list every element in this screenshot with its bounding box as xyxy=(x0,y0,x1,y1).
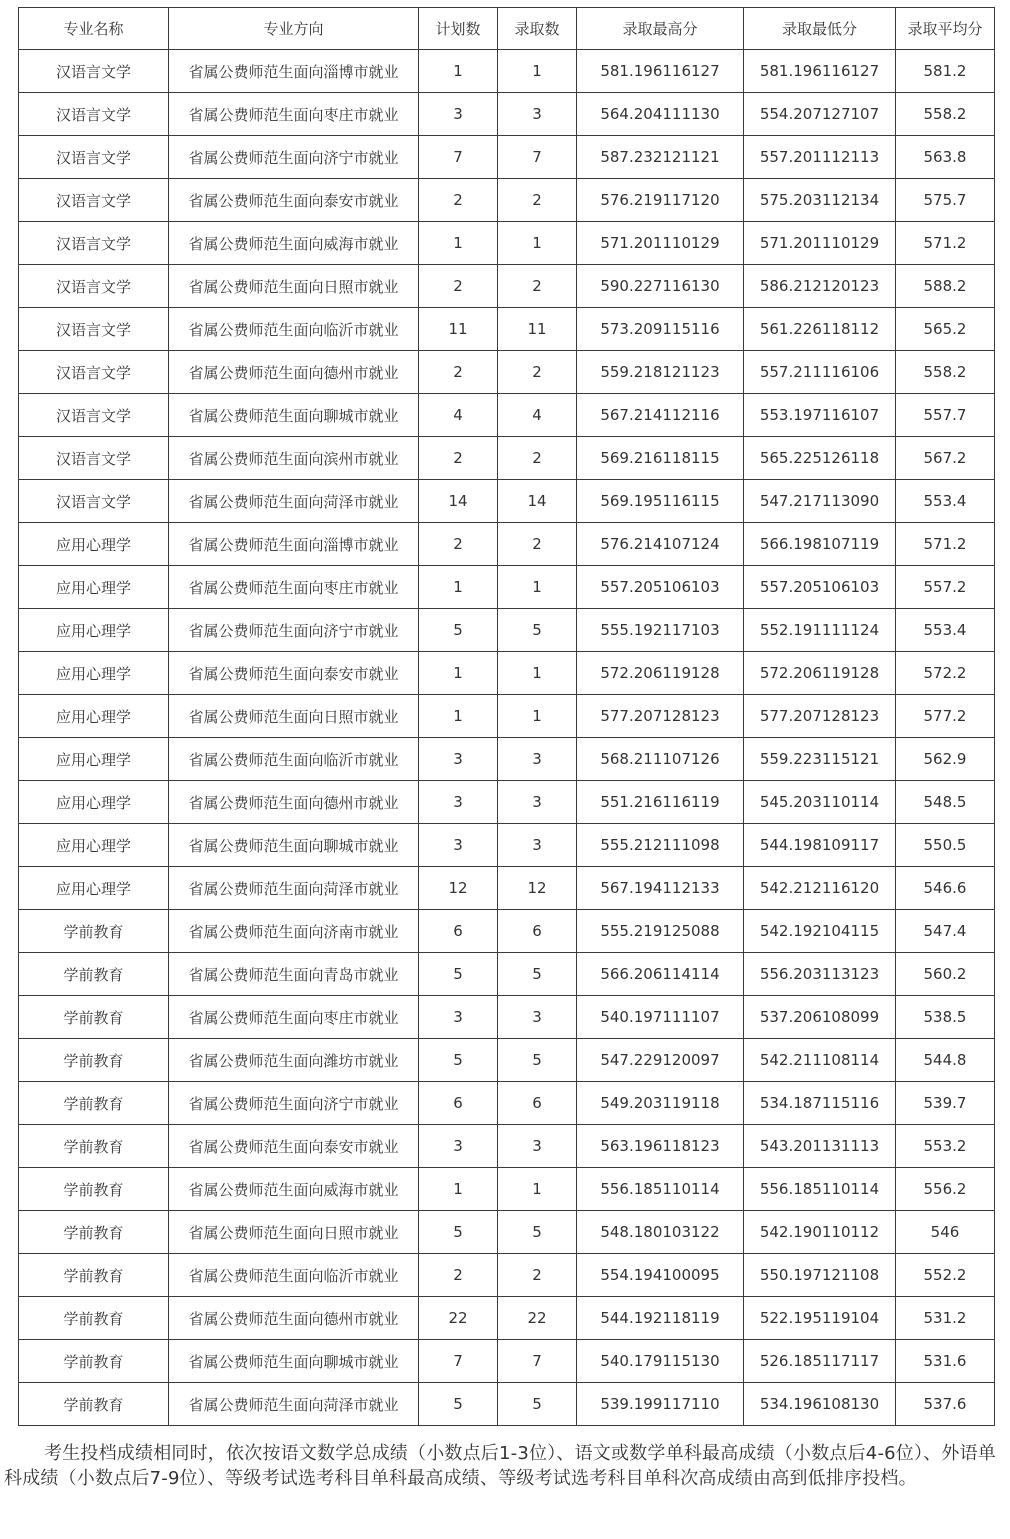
cell-avg-score: 547.4 xyxy=(896,910,995,953)
cell-direction: 省属公费师范生面向淄博市就业 xyxy=(169,50,419,93)
cell-avg-score: 553.4 xyxy=(896,609,995,652)
table-row xyxy=(19,265,995,308)
cell-admit-count: 7 xyxy=(498,136,577,179)
cell-max-score: 551.216116119 xyxy=(577,781,744,824)
cell-major: 应用心理学 xyxy=(19,824,169,867)
cell-plan-count: 4 xyxy=(419,394,498,437)
cell-direction: 省属公费师范生面向泰安市就业 xyxy=(169,652,419,695)
cell-admit-count: 5 xyxy=(498,609,577,652)
table-row xyxy=(19,93,995,136)
cell-admit-count: 1 xyxy=(498,566,577,609)
cell-avg-score: 565.2 xyxy=(896,308,995,351)
cell-direction: 省属公费师范生面向聊城市就业 xyxy=(169,1340,419,1383)
cell-admit-count: 2 xyxy=(498,437,577,480)
cell-direction: 省属公费师范生面向济宁市就业 xyxy=(169,1082,419,1125)
cell-plan-count: 5 xyxy=(419,953,498,996)
cell-avg-score: 546 xyxy=(896,1211,995,1254)
cell-min-score: 522.195119104 xyxy=(744,1297,896,1340)
cell-major: 学前教育 xyxy=(19,1211,169,1254)
cell-min-score: 581.196116127 xyxy=(744,50,896,93)
table-row xyxy=(19,781,995,824)
table-row xyxy=(19,1039,995,1082)
cell-max-score: 564.204111130 xyxy=(577,93,744,136)
cell-plan-count: 5 xyxy=(419,1383,498,1426)
cell-max-score: 547.229120097 xyxy=(577,1039,744,1082)
cell-direction: 省属公费师范生面向枣庄市就业 xyxy=(169,566,419,609)
header-plan-count: 计划数 xyxy=(419,8,498,50)
cell-admit-count: 1 xyxy=(498,1168,577,1211)
cell-min-score: 559.223115121 xyxy=(744,738,896,781)
cell-avg-score: 537.6 xyxy=(896,1383,995,1426)
cell-plan-count: 3 xyxy=(419,93,498,136)
cell-min-score: 556.203113123 xyxy=(744,953,896,996)
cell-admit-count: 6 xyxy=(498,1082,577,1125)
cell-max-score: 540.197111107 xyxy=(577,996,744,1039)
cell-min-score: 575.203112134 xyxy=(744,179,896,222)
table-row xyxy=(19,351,995,394)
cell-major: 汉语言文学 xyxy=(19,437,169,480)
cell-major: 学前教育 xyxy=(19,910,169,953)
admission-table xyxy=(18,7,995,1426)
cell-avg-score: 548.5 xyxy=(896,781,995,824)
cell-min-score: 586.212120123 xyxy=(744,265,896,308)
cell-admit-count: 2 xyxy=(498,1254,577,1297)
cell-plan-count: 5 xyxy=(419,1211,498,1254)
cell-direction: 省属公费师范生面向泰安市就业 xyxy=(169,179,419,222)
cell-avg-score: 562.9 xyxy=(896,738,995,781)
header-avg-score: 录取平均分 xyxy=(896,8,995,50)
cell-major: 应用心理学 xyxy=(19,781,169,824)
cell-direction: 省属公费师范生面向滨州市就业 xyxy=(169,437,419,480)
cell-direction: 省属公费师范生面向济宁市就业 xyxy=(169,136,419,179)
cell-avg-score: 544.8 xyxy=(896,1039,995,1082)
cell-plan-count: 1 xyxy=(419,50,498,93)
table-row xyxy=(19,308,995,351)
cell-direction: 省属公费师范生面向德州市就业 xyxy=(169,781,419,824)
cell-avg-score: 556.2 xyxy=(896,1168,995,1211)
cell-avg-score: 577.2 xyxy=(896,695,995,738)
table-row xyxy=(19,179,995,222)
cell-plan-count: 1 xyxy=(419,695,498,738)
cell-admit-count: 1 xyxy=(498,652,577,695)
cell-max-score: 576.219117120 xyxy=(577,179,744,222)
cell-avg-score: 538.5 xyxy=(896,996,995,1039)
cell-major: 应用心理学 xyxy=(19,738,169,781)
cell-major: 汉语言文学 xyxy=(19,480,169,523)
cell-major: 汉语言文学 xyxy=(19,136,169,179)
table-row xyxy=(19,437,995,480)
cell-direction: 省属公费师范生面向菏泽市就业 xyxy=(169,480,419,523)
cell-major: 汉语言文学 xyxy=(19,265,169,308)
table-row xyxy=(19,1340,995,1383)
cell-plan-count: 2 xyxy=(419,265,498,308)
cell-direction: 省属公费师范生面向威海市就业 xyxy=(169,1168,419,1211)
admission-table-container xyxy=(18,7,994,1426)
cell-admit-count: 6 xyxy=(498,910,577,953)
header-max-score: 录取最高分 xyxy=(577,8,744,50)
cell-admit-count: 14 xyxy=(498,480,577,523)
table-row xyxy=(19,609,995,652)
cell-major: 学前教育 xyxy=(19,1125,169,1168)
cell-avg-score: 531.6 xyxy=(896,1340,995,1383)
cell-avg-score: 571.2 xyxy=(896,222,995,265)
table-row xyxy=(19,738,995,781)
cell-major: 应用心理学 xyxy=(19,695,169,738)
cell-plan-count: 1 xyxy=(419,1168,498,1211)
table-row xyxy=(19,910,995,953)
cell-major: 汉语言文学 xyxy=(19,394,169,437)
cell-min-score: 547.217113090 xyxy=(744,480,896,523)
cell-max-score: 569.216118115 xyxy=(577,437,744,480)
cell-plan-count: 5 xyxy=(419,1039,498,1082)
cell-admit-count: 3 xyxy=(498,781,577,824)
table-row xyxy=(19,1254,995,1297)
cell-min-score: 561.226118112 xyxy=(744,308,896,351)
cell-admit-count: 5 xyxy=(498,953,577,996)
cell-plan-count: 7 xyxy=(419,1340,498,1383)
table-row xyxy=(19,1211,995,1254)
cell-major: 汉语言文学 xyxy=(19,351,169,394)
table-row xyxy=(19,523,995,566)
cell-min-score: 552.191111124 xyxy=(744,609,896,652)
table-body xyxy=(19,50,995,1426)
cell-admit-count: 3 xyxy=(498,824,577,867)
cell-major: 学前教育 xyxy=(19,1297,169,1340)
cell-major: 学前教育 xyxy=(19,996,169,1039)
cell-max-score: 567.194112133 xyxy=(577,867,744,910)
cell-admit-count: 2 xyxy=(498,523,577,566)
cell-max-score: 555.212111098 xyxy=(577,824,744,867)
cell-min-score: 557.205106103 xyxy=(744,566,896,609)
cell-admit-count: 3 xyxy=(498,738,577,781)
cell-min-score: 572.206119128 xyxy=(744,652,896,695)
cell-major: 学前教育 xyxy=(19,1168,169,1211)
ranking-note: 考生投档成绩相同时，依次按语文数学总成绩（小数点后1-3位）、语文或数学单科最高成绩（小数点后4-6位）、外语单科成绩（小数点后7-9位）、等级考试选考科目单科最高成绩、等级考试选考科目单科次高成绩由高到低排序投档。 xyxy=(4,1443,996,1489)
cell-plan-count: 6 xyxy=(419,1082,498,1125)
cell-major: 学前教育 xyxy=(19,1340,169,1383)
cell-direction: 省属公费师范生面向德州市就业 xyxy=(169,351,419,394)
cell-major: 汉语言文学 xyxy=(19,179,169,222)
cell-max-score: 567.214112116 xyxy=(577,394,744,437)
cell-admit-count: 12 xyxy=(498,867,577,910)
cell-major: 应用心理学 xyxy=(19,566,169,609)
cell-min-score: 556.185110114 xyxy=(744,1168,896,1211)
cell-max-score: 573.209115116 xyxy=(577,308,744,351)
cell-max-score: 568.211107126 xyxy=(577,738,744,781)
cell-avg-score: 553.4 xyxy=(896,480,995,523)
table-row xyxy=(19,953,995,996)
cell-avg-score: 572.2 xyxy=(896,652,995,695)
cell-direction: 省属公费师范生面向枣庄市就业 xyxy=(169,996,419,1039)
cell-direction: 省属公费师范生面向威海市就业 xyxy=(169,222,419,265)
header-admit-count: 录取数 xyxy=(498,8,577,50)
cell-plan-count: 6 xyxy=(419,910,498,953)
cell-major: 汉语言文学 xyxy=(19,222,169,265)
cell-direction: 省属公费师范生面向济南市就业 xyxy=(169,910,419,953)
cell-admit-count: 1 xyxy=(498,695,577,738)
cell-max-score: 590.227116130 xyxy=(577,265,744,308)
cell-plan-count: 2 xyxy=(419,179,498,222)
cell-admit-count: 22 xyxy=(498,1297,577,1340)
cell-max-score: 555.219125088 xyxy=(577,910,744,953)
cell-direction: 省属公费师范生面向潍坊市就业 xyxy=(169,1039,419,1082)
table-row xyxy=(19,1082,995,1125)
cell-admit-count: 3 xyxy=(498,1125,577,1168)
cell-major: 汉语言文学 xyxy=(19,93,169,136)
cell-major: 应用心理学 xyxy=(19,867,169,910)
table-header xyxy=(19,8,995,50)
cell-major: 汉语言文学 xyxy=(19,308,169,351)
cell-max-score: 559.218121123 xyxy=(577,351,744,394)
cell-admit-count: 2 xyxy=(498,265,577,308)
cell-direction: 省属公费师范生面向青岛市就业 xyxy=(169,953,419,996)
cell-direction: 省属公费师范生面向泰安市就业 xyxy=(169,1125,419,1168)
cell-plan-count: 2 xyxy=(419,437,498,480)
cell-admit-count: 1 xyxy=(498,222,577,265)
table-row xyxy=(19,136,995,179)
table-row xyxy=(19,394,995,437)
cell-avg-score: 546.6 xyxy=(896,867,995,910)
cell-avg-score: 571.2 xyxy=(896,523,995,566)
cell-avg-score: 558.2 xyxy=(896,93,995,136)
cell-admit-count: 1 xyxy=(498,50,577,93)
header-direction: 专业方向 xyxy=(169,8,419,50)
cell-min-score: 553.197116107 xyxy=(744,394,896,437)
cell-min-score: 565.225126118 xyxy=(744,437,896,480)
cell-direction: 省属公费师范生面向聊城市就业 xyxy=(169,394,419,437)
cell-plan-count: 1 xyxy=(419,652,498,695)
cell-plan-count: 11 xyxy=(419,308,498,351)
cell-plan-count: 22 xyxy=(419,1297,498,1340)
cell-major: 学前教育 xyxy=(19,1039,169,1082)
table-row xyxy=(19,222,995,265)
cell-min-score: 542.192104115 xyxy=(744,910,896,953)
cell-direction: 省属公费师范生面向淄博市就业 xyxy=(169,523,419,566)
cell-direction: 省属公费师范生面向日照市就业 xyxy=(169,265,419,308)
table-row xyxy=(19,695,995,738)
cell-plan-count: 3 xyxy=(419,996,498,1039)
cell-min-score: 571.201110129 xyxy=(744,222,896,265)
cell-avg-score: 563.8 xyxy=(896,136,995,179)
cell-max-score: 548.180103122 xyxy=(577,1211,744,1254)
cell-plan-count: 5 xyxy=(419,609,498,652)
cell-max-score: 556.185110114 xyxy=(577,1168,744,1211)
cell-min-score: 545.203110114 xyxy=(744,781,896,824)
cell-admit-count: 3 xyxy=(498,996,577,1039)
cell-avg-score: 560.2 xyxy=(896,953,995,996)
cell-admit-count: 5 xyxy=(498,1383,577,1426)
cell-max-score: 587.232121121 xyxy=(577,136,744,179)
cell-direction: 省属公费师范生面向济宁市就业 xyxy=(169,609,419,652)
cell-major: 学前教育 xyxy=(19,953,169,996)
cell-direction: 省属公费师范生面向临沂市就业 xyxy=(169,308,419,351)
cell-major: 汉语言文学 xyxy=(19,50,169,93)
cell-direction: 省属公费师范生面向聊城市就业 xyxy=(169,824,419,867)
cell-plan-count: 2 xyxy=(419,351,498,394)
cell-admit-count: 5 xyxy=(498,1211,577,1254)
table-row xyxy=(19,996,995,1039)
cell-admit-count: 5 xyxy=(498,1039,577,1082)
cell-min-score: 542.190110112 xyxy=(744,1211,896,1254)
cell-major: 应用心理学 xyxy=(19,609,169,652)
cell-max-score: 576.214107124 xyxy=(577,523,744,566)
cell-plan-count: 2 xyxy=(419,1254,498,1297)
cell-major: 学前教育 xyxy=(19,1254,169,1297)
table-row xyxy=(19,1297,995,1340)
cell-min-score: 566.198107119 xyxy=(744,523,896,566)
cell-max-score: 554.194100095 xyxy=(577,1254,744,1297)
cell-plan-count: 1 xyxy=(419,222,498,265)
cell-plan-count: 12 xyxy=(419,867,498,910)
cell-direction: 省属公费师范生面向菏泽市就业 xyxy=(169,867,419,910)
cell-min-score: 534.196108130 xyxy=(744,1383,896,1426)
cell-max-score: 571.201110129 xyxy=(577,222,744,265)
cell-avg-score: 575.7 xyxy=(896,179,995,222)
cell-min-score: 526.185117117 xyxy=(744,1340,896,1383)
cell-avg-score: 581.2 xyxy=(896,50,995,93)
cell-avg-score: 558.2 xyxy=(896,351,995,394)
table-row xyxy=(19,824,995,867)
table-row xyxy=(19,480,995,523)
cell-min-score: 534.187115116 xyxy=(744,1082,896,1125)
table-row xyxy=(19,652,995,695)
cell-plan-count: 3 xyxy=(419,824,498,867)
cell-max-score: 540.179115130 xyxy=(577,1340,744,1383)
cell-avg-score: 550.5 xyxy=(896,824,995,867)
cell-direction: 省属公费师范生面向日照市就业 xyxy=(169,1211,419,1254)
cell-avg-score: 588.2 xyxy=(896,265,995,308)
cell-avg-score: 553.2 xyxy=(896,1125,995,1168)
cell-min-score: 554.207127107 xyxy=(744,93,896,136)
cell-max-score: 557.205106103 xyxy=(577,566,744,609)
cell-max-score: 539.199117110 xyxy=(577,1383,744,1426)
table-row xyxy=(19,50,995,93)
cell-avg-score: 539.7 xyxy=(896,1082,995,1125)
cell-plan-count: 14 xyxy=(419,480,498,523)
cell-direction: 省属公费师范生面向菏泽市就业 xyxy=(169,1383,419,1426)
cell-max-score: 549.203119118 xyxy=(577,1082,744,1125)
cell-plan-count: 1 xyxy=(419,566,498,609)
table-row xyxy=(19,1125,995,1168)
cell-avg-score: 552.2 xyxy=(896,1254,995,1297)
header-min-score: 录取最低分 xyxy=(744,8,896,50)
cell-max-score: 563.196118123 xyxy=(577,1125,744,1168)
cell-min-score: 542.211108114 xyxy=(744,1039,896,1082)
cell-plan-count: 7 xyxy=(419,136,498,179)
cell-direction: 省属公费师范生面向枣庄市就业 xyxy=(169,93,419,136)
cell-direction: 省属公费师范生面向临沂市就业 xyxy=(169,1254,419,1297)
cell-direction: 省属公费师范生面向日照市就业 xyxy=(169,695,419,738)
cell-plan-count: 3 xyxy=(419,738,498,781)
cell-admit-count: 3 xyxy=(498,93,577,136)
cell-min-score: 577.207128123 xyxy=(744,695,896,738)
cell-min-score: 544.198109117 xyxy=(744,824,896,867)
table-row xyxy=(19,566,995,609)
cell-min-score: 543.201131113 xyxy=(744,1125,896,1168)
cell-plan-count: 3 xyxy=(419,1125,498,1168)
cell-admit-count: 11 xyxy=(498,308,577,351)
cell-plan-count: 3 xyxy=(419,781,498,824)
header-row xyxy=(19,8,995,50)
table-row xyxy=(19,1168,995,1211)
cell-plan-count: 2 xyxy=(419,523,498,566)
cell-max-score: 569.195116115 xyxy=(577,480,744,523)
cell-admit-count: 7 xyxy=(498,1340,577,1383)
cell-major: 学前教育 xyxy=(19,1383,169,1426)
cell-admit-count: 2 xyxy=(498,351,577,394)
cell-avg-score: 567.2 xyxy=(896,437,995,480)
cell-avg-score: 531.2 xyxy=(896,1297,995,1340)
cell-admit-count: 4 xyxy=(498,394,577,437)
cell-min-score: 537.206108099 xyxy=(744,996,896,1039)
table-row xyxy=(19,867,995,910)
cell-max-score: 566.206114114 xyxy=(577,953,744,996)
cell-admit-count: 2 xyxy=(498,179,577,222)
cell-max-score: 544.192118119 xyxy=(577,1297,744,1340)
table-row xyxy=(19,1383,995,1426)
cell-max-score: 572.206119128 xyxy=(577,652,744,695)
cell-min-score: 542.212116120 xyxy=(744,867,896,910)
cell-min-score: 557.211116106 xyxy=(744,351,896,394)
cell-max-score: 555.192117103 xyxy=(577,609,744,652)
cell-min-score: 550.197121108 xyxy=(744,1254,896,1297)
cell-direction: 省属公费师范生面向德州市就业 xyxy=(169,1297,419,1340)
cell-major: 学前教育 xyxy=(19,1082,169,1125)
cell-avg-score: 557.2 xyxy=(896,566,995,609)
cell-min-score: 557.201112113 xyxy=(744,136,896,179)
cell-direction: 省属公费师范生面向临沂市就业 xyxy=(169,738,419,781)
cell-max-score: 577.207128123 xyxy=(577,695,744,738)
cell-max-score: 581.196116127 xyxy=(577,50,744,93)
cell-avg-score: 557.7 xyxy=(896,394,995,437)
cell-major: 应用心理学 xyxy=(19,652,169,695)
header-major: 专业名称 xyxy=(19,8,169,50)
cell-major: 应用心理学 xyxy=(19,523,169,566)
